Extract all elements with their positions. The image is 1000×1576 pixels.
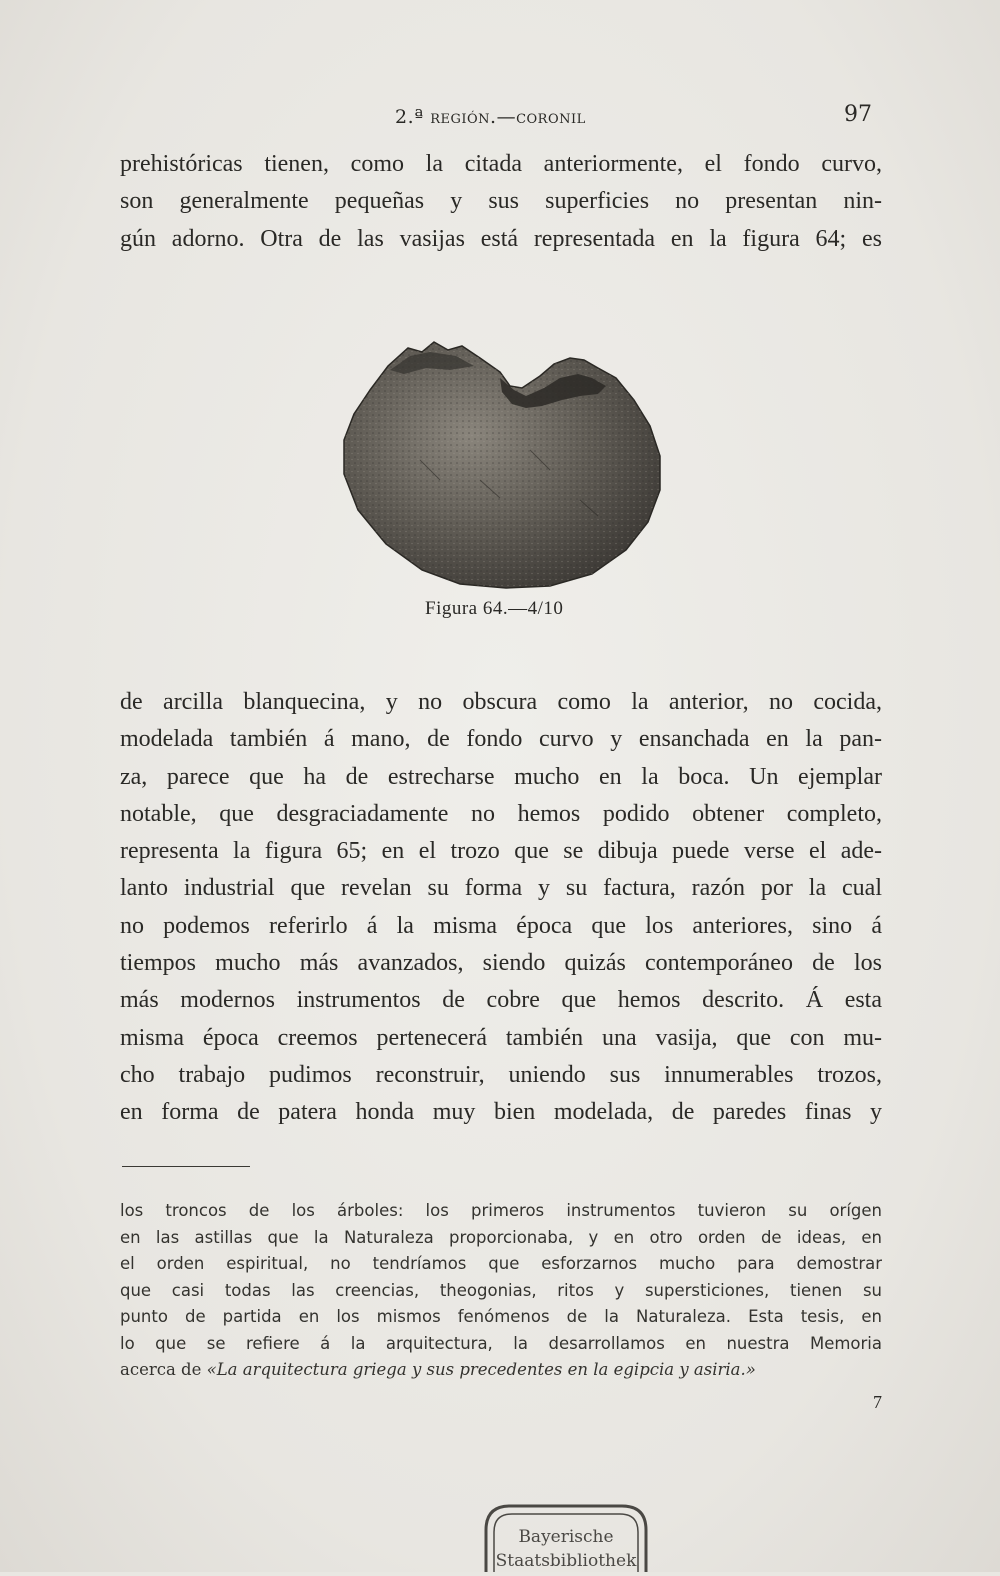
svg-text:Staatsbibliothek: Staatsbibliothek: [495, 1551, 637, 1571]
footnote-line: los troncos de los árboles: los primeros instrumentos tuvieron su orígen: [120, 1201, 882, 1220]
footnote-line: el orden espiritual, no tendríamos que esforzarnos mucho para demostrar: [120, 1254, 882, 1273]
figure-caption: Figura 64.—4/10: [425, 598, 564, 619]
text-line: de arcilla blanquecina, y no obscura como la anterior, no cocida,: [120, 689, 882, 715]
text-line: misma época creemos pertenecerá también una vasija, que con mu-: [120, 1024, 882, 1051]
text-line: no podemos referirlo á la misma época que los anteriores, sino á: [120, 912, 882, 939]
text-line: prehistóricas tienen, como la citada anteriormente, el fondo curvo,: [120, 151, 882, 177]
library-stamp-icon: [480, 1500, 652, 1572]
text-line: son generalmente pequeñas y sus superficies no presentan nin-: [120, 188, 882, 215]
running-head: [120, 102, 880, 132]
footnote-divider: [122, 1166, 250, 1167]
footnote-line: lo que se refiere á la arquitectura, la desarrollamos en nuestra Memoria: [120, 1333, 882, 1353]
text-line: en forma de patera honda muy bien modelada, de paredes finas y: [120, 1099, 882, 1126]
vessel-drawing-icon: [330, 330, 680, 590]
text-line: notable, que desgraciadamente no hemos podido obtener completo,: [120, 800, 882, 827]
text-line: lanto industrial que revelan su forma y su factura, razón por la cual: [120, 875, 882, 902]
svg-text:Bayerische: Bayerische: [518, 1527, 614, 1547]
footnote-line: en las astillas que la Naturaleza proporcionaba, y en otro orden de ideas, en: [120, 1227, 882, 1247]
footnote-book-title: «La arquitectura griega y sus precedentes en la egipcia y asiria.»: [206, 1360, 756, 1379]
running-title: 2.ª región.—coronil: [395, 106, 586, 128]
text-line: tiempos mucho más avanzados, siendo quizás contemporáneo de los: [120, 950, 882, 977]
footnote-last-prefix: acerca de: [120, 1360, 207, 1379]
footnote-line: [120, 1357, 882, 1384]
text-line: representa la figura 65; en el trozo que se dibuja puede verse el ade-: [120, 838, 882, 865]
paragraph-top: [120, 146, 882, 258]
pottery-vessel-illustration: [330, 330, 680, 590]
signature-mark: 7: [873, 1392, 882, 1412]
text-line: za, parece que ha de estrecharse mucho en la boca. Un ejemplar: [120, 763, 882, 790]
footnote-line: punto de partida en los mismos fenómenos de la Naturaleza. Esta tesis, en: [120, 1307, 882, 1326]
text-line: más modernos instrumentos de cobre que hemos descrito. Á esta: [120, 987, 882, 1014]
page-number: 97: [844, 102, 872, 127]
text-line: gún adorno. Otra de las vasijas está representada en la figura 64; es: [120, 225, 882, 252]
footnote-line: que casi todas las creencias, theogonias, ritos y supersticiones, tienen su: [120, 1280, 882, 1300]
text-line: modelada también á mano, de fondo curvo y ensanchada en la pan-: [120, 726, 882, 753]
library-stamp: [480, 1500, 652, 1572]
text-line: cho trabajo pudimos reconstruir, uniendo sus innumerables trozos,: [120, 1061, 882, 1088]
footnote: [120, 1198, 882, 1384]
paragraph-main: [120, 684, 882, 1132]
